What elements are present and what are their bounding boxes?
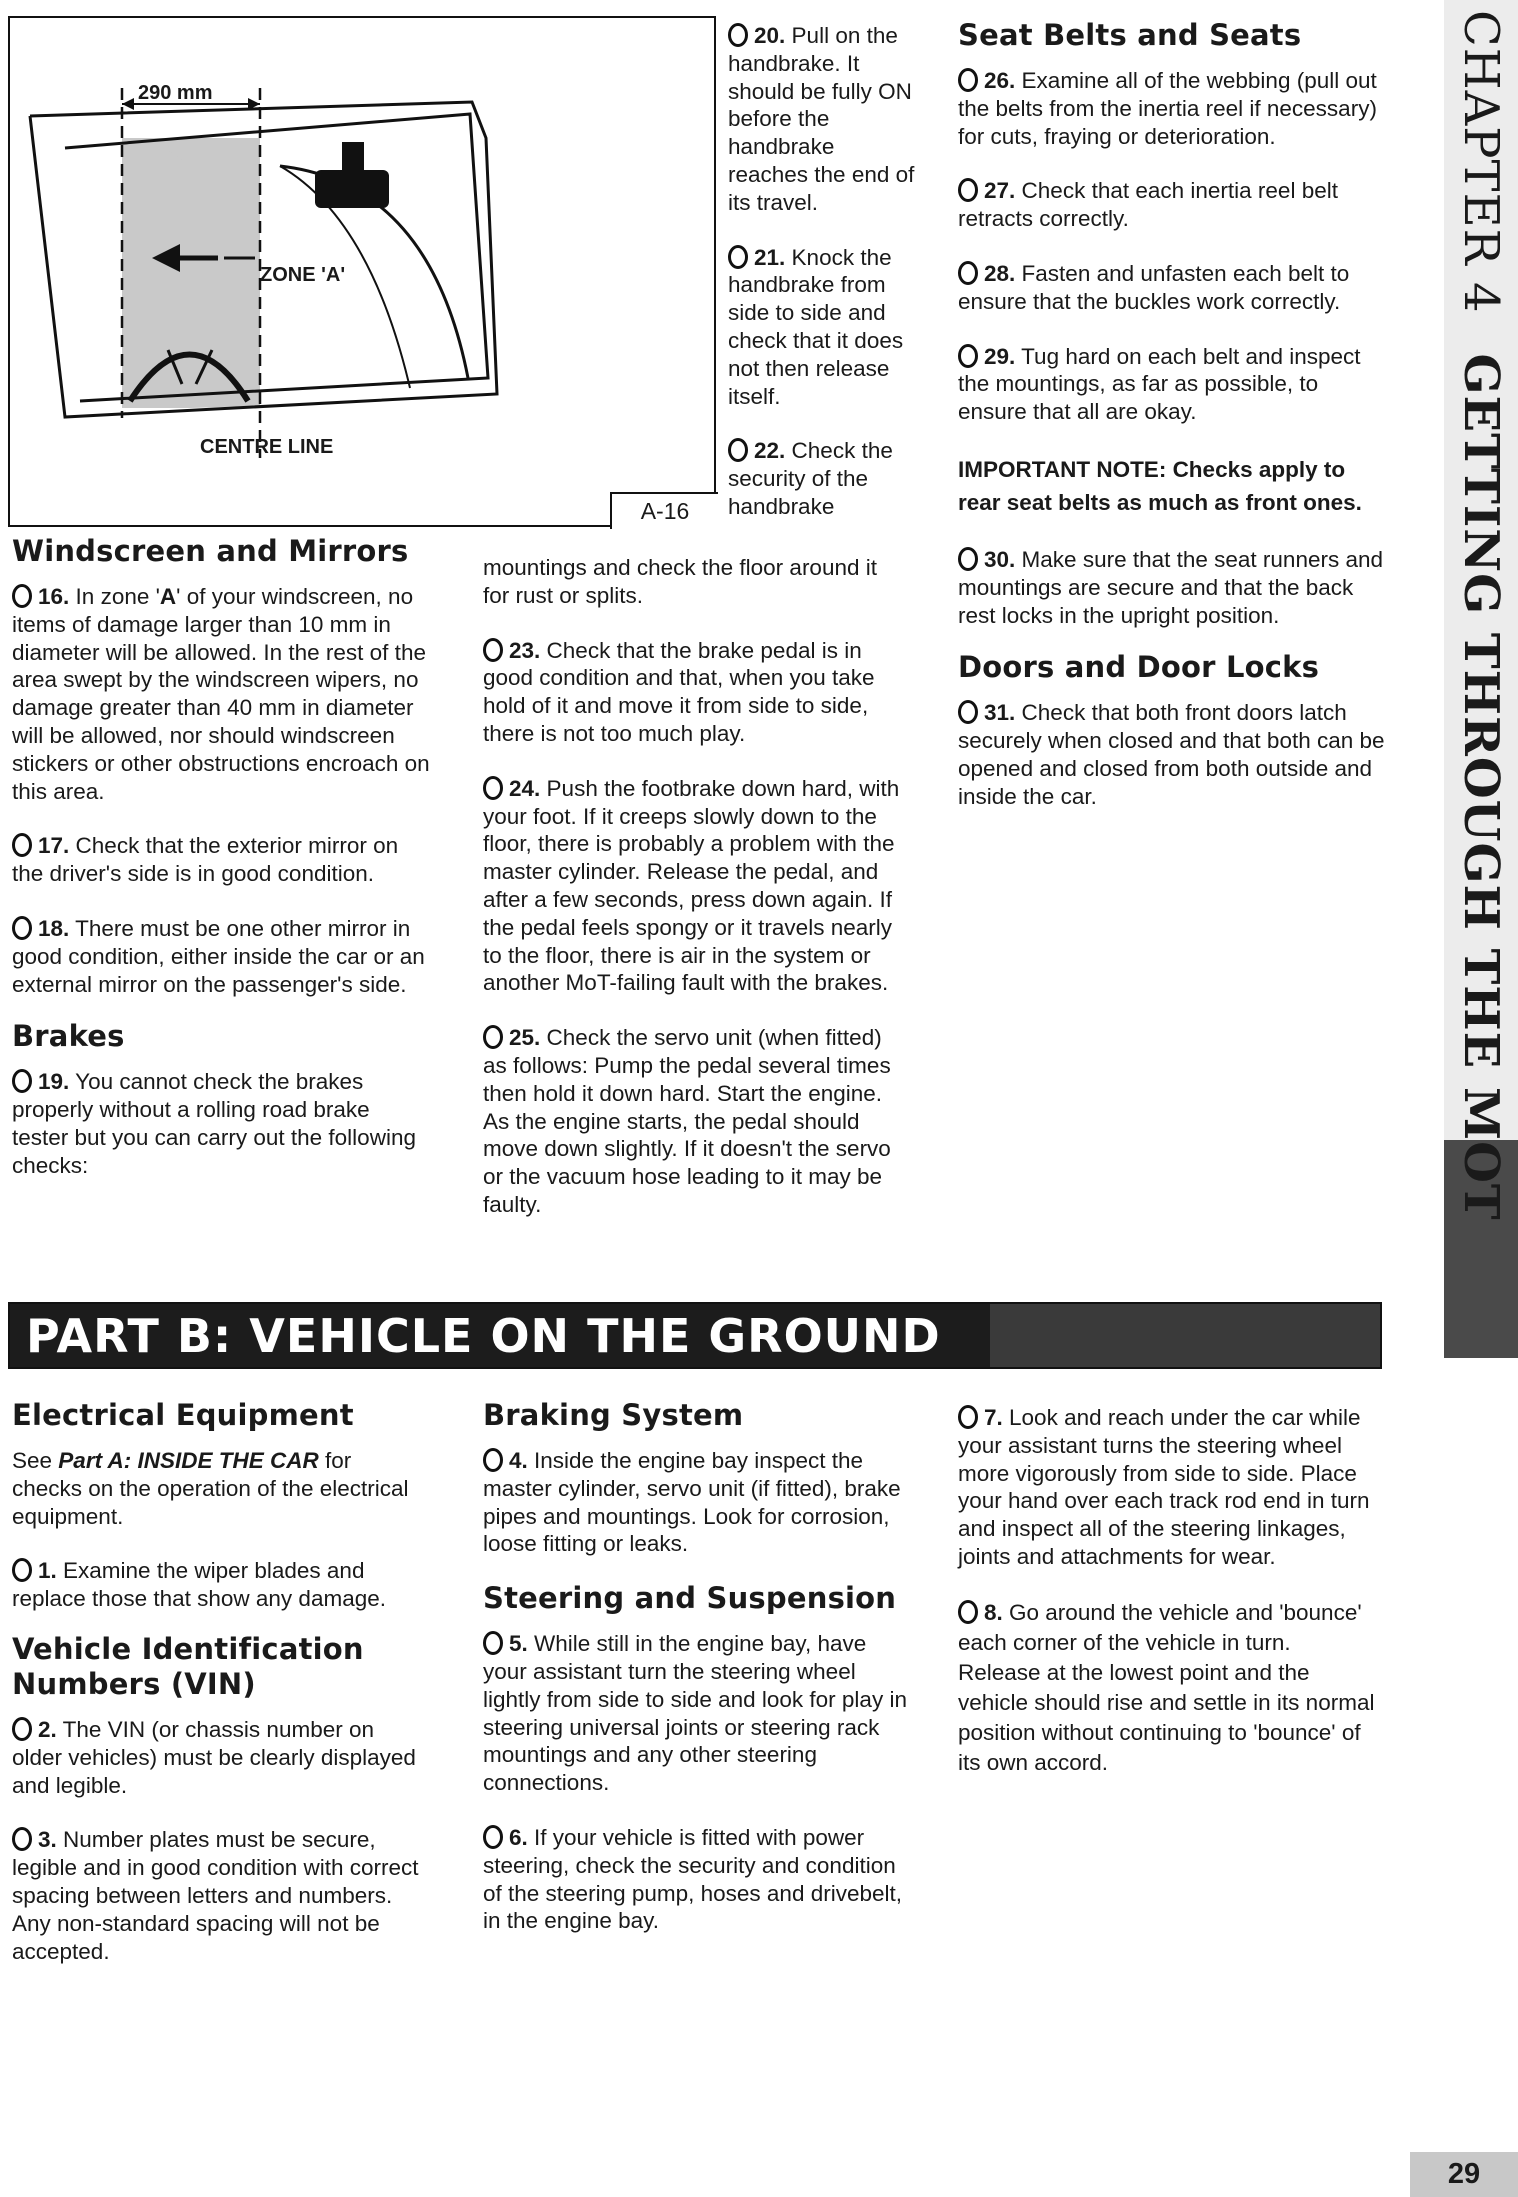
checkbox-icon[interactable]: [483, 1448, 503, 1472]
part-b-column-2: [483, 1398, 908, 1962]
handbrake-items: [728, 22, 918, 521]
part-a-reference: Part A: INSIDE THE CAR: [58, 1448, 319, 1473]
checkbox-icon[interactable]: [728, 245, 748, 269]
checklist-item-18: 18. There must be one other mirror in good condition, either inside the car or an external mirror on the passenger's side.: [12, 915, 425, 997]
column-3: [958, 18, 1388, 838]
heading-braking-system: Braking System: [483, 1398, 744, 1432]
sidebar-title: [1444, 10, 1518, 1330]
checkbox-icon[interactable]: [12, 1558, 32, 1582]
checklist-item-30: 30. Make sure that the seat runners and mountings are secure and that the back rest locks in the upright position.: [958, 546, 1384, 628]
checklist-item-29: 29. Tug hard on each belt and inspect the mountings, as far as possible, to ensure that all are okay.: [958, 343, 1361, 425]
checkbox-icon[interactable]: [958, 1600, 978, 1624]
checklist-item-2: 2. The VIN (or chassis number on older vehicles) must be clearly displayed and legible.: [12, 1716, 416, 1798]
checklist-item-23: 23. Check that the brake pedal is in good condition and that, when you take hold of it and move it from side to side, there is not too much play.: [483, 637, 875, 746]
checklist-item-26: 26. Examine all of the webbing (pull out the belts from the inertia reel if necessary) for cuts, fraying or deterioration.: [958, 68, 1377, 149]
chapter-title: GETTING THROUGH THE MOT: [1453, 353, 1509, 1221]
checkbox-icon[interactable]: [483, 1631, 503, 1655]
checklist-item-19: 19. You cannot check the brakes properly without a rolling road brake tester but you can carry out the following checks:: [12, 1069, 416, 1178]
chapter-label: CHAPTER 4: [1453, 10, 1509, 314]
checkbox-icon[interactable]: [12, 833, 32, 857]
checklist-item-16: 16. In zone 'A' of your windscreen, no items of damage larger than 10 mm in diameter will be allowed. In the rest of the area swept by the windscreen wipers, no damage greater than 40 mm in diameter will be allowed, nor should windscreen stickers or other obstructions encroach on this area.: [12, 584, 430, 804]
checkbox-icon[interactable]: [958, 261, 978, 285]
checkbox-icon[interactable]: [12, 916, 32, 940]
column-1: [12, 534, 432, 1207]
part-b-banner: [8, 1302, 1382, 1369]
windscreen-drawing: [10, 18, 714, 525]
page-number: 29: [1410, 2152, 1518, 2197]
checklist-item-1: 1. Examine the wiper blades and replace those that show any damage.: [12, 1558, 386, 1612]
part-b-column-3: [958, 1404, 1378, 1805]
heading-seat-belts: Seat Belts and Seats: [958, 18, 1302, 52]
checklist-item-27: 27. Check that each inertia reel belt retracts correctly.: [958, 178, 1338, 232]
centre-line-label: CENTRE LINE: [200, 436, 334, 458]
checklist-item-5: 5. While still in the engine bay, have your assistant turn the steering wheel lightly from side to side and look for play in steering universal joints or steering rack mountings and any other steering connections.: [483, 1631, 907, 1796]
checklist-item-4: 4. Inside the engine bay inspect the master cylinder, servo unit (if fitted), brake pipes and mountings. Look for corrosion, loose fitting or leaks.: [483, 1448, 901, 1557]
checkbox-icon[interactable]: [958, 68, 978, 92]
checkbox-icon[interactable]: [728, 23, 748, 47]
checkbox-icon[interactable]: [728, 438, 748, 462]
checklist-item-20: 20. Pull on the handbrake. It should be fully ON before the handbrake reaches the end of its travel.: [728, 23, 915, 215]
checklist-item-7: 7. Look and reach under the car while your assistant turns the steering wheel more vigorously from side to side. Place your hand over each track rod end in turn and inspect all of the steering linkages, joints and attachments for wear.: [958, 1405, 1370, 1569]
heading-steering-suspension: Steering and Suspension: [483, 1581, 897, 1616]
part-b-column-1: [12, 1398, 422, 1992]
part-b-title: PART B: VEHICLE ON THE GROUND: [26, 1309, 941, 1363]
checkbox-icon[interactable]: [958, 700, 978, 724]
heading-brakes: Brakes: [12, 1019, 125, 1054]
checkbox-icon[interactable]: [483, 638, 503, 662]
checklist-item-8: 8. Go around the vehicle and 'bounce' each corner of the vehicle in turn. Release at the lowest point and the vehicle should rise and settle in its normal position without continuing to 'bounce' of its own accord.: [958, 1599, 1375, 1775]
heading-electrical: Electrical Equipment: [12, 1398, 354, 1432]
checkbox-icon[interactable]: [483, 1825, 503, 1849]
checklist-item-25: 25. Check the servo unit (when fitted) as follows: Pump the pedal several times then hold it down hard. Start the engine. As the engine starts, the pedal should move down slightly. If it doesn't the servo or the vacuum hose leading to it may be faulty.: [483, 1025, 891, 1217]
checklist-item-6: 6. If your vehicle is fitted with power steering, check the security and condition of the steering pump, hoses and drivebelt, in the engine bay.: [483, 1824, 903, 1934]
windscreen-diagram: [8, 16, 716, 527]
checklist-item-31: 31. Check that both front doors latch securely when closed and that both can be opened and closed from both outside and inside the car.: [958, 700, 1385, 809]
checklist-item-24: 24. Push the footbrake down hard, with your foot. If it creeps slowly down to the floor, there is probably a problem with the master cylinder. Release the pedal, and after a few seconds, press down again. If the pedal feels spongy or it travels nearly to the floor, there is air in the system or another MoT-failing fault with the brakes.: [483, 775, 900, 996]
checklist-item-3: 3. Number plates must be secure, legible and in good condition with correct spacing between letters and numbers. Any non-standard spacing will not be accepted.: [12, 1827, 419, 1964]
important-note: IMPORTANT NOTE: Checks apply to rear seat belts as much as front ones.: [958, 456, 1362, 515]
electrical-see-note: See Part A: INSIDE THE CAR for checks on the operation of the electrical equipment.: [12, 1448, 409, 1529]
checklist-item-21: 21. Knock the handbrake from side to side and check that it does not then release itself.: [728, 244, 904, 409]
checklist-item-28: 28. Fasten and unfasten each belt to ensure that the buckles work correctly.: [958, 260, 1350, 314]
zone-label: ZONE 'A': [260, 264, 346, 286]
checklist-item-22b: mountings and check the floor around it for rust or splits.: [483, 555, 877, 608]
column-2: [483, 554, 908, 1246]
checkbox-icon[interactable]: [12, 1827, 32, 1851]
heading-vin: Vehicle Identification Numbers (VIN): [12, 1631, 364, 1701]
checkbox-icon[interactable]: [12, 1069, 32, 1093]
dimension-label: 290 mm: [138, 82, 213, 104]
checklist-item-17: 17. Check that the exterior mirror on the driver's side is in good condition.: [12, 833, 399, 887]
checkbox-icon[interactable]: [483, 1025, 503, 1049]
heading-windscreen-mirrors: Windscreen and Mirrors: [12, 534, 409, 568]
checkbox-icon[interactable]: [958, 344, 978, 368]
checkbox-icon[interactable]: [958, 1405, 978, 1429]
checkbox-icon[interactable]: [958, 547, 978, 571]
checklist-item-22a: 22. Check the security of the handbrake: [728, 438, 893, 519]
checkbox-icon[interactable]: [483, 776, 503, 800]
chapter-sidebar: [1444, 0, 1518, 1358]
checkbox-icon[interactable]: [12, 1717, 32, 1741]
checkbox-icon[interactable]: [958, 178, 978, 202]
checkbox-icon[interactable]: [12, 584, 32, 608]
figure-reference: A-16: [610, 492, 718, 529]
heading-doors: Doors and Door Locks: [958, 650, 1320, 685]
